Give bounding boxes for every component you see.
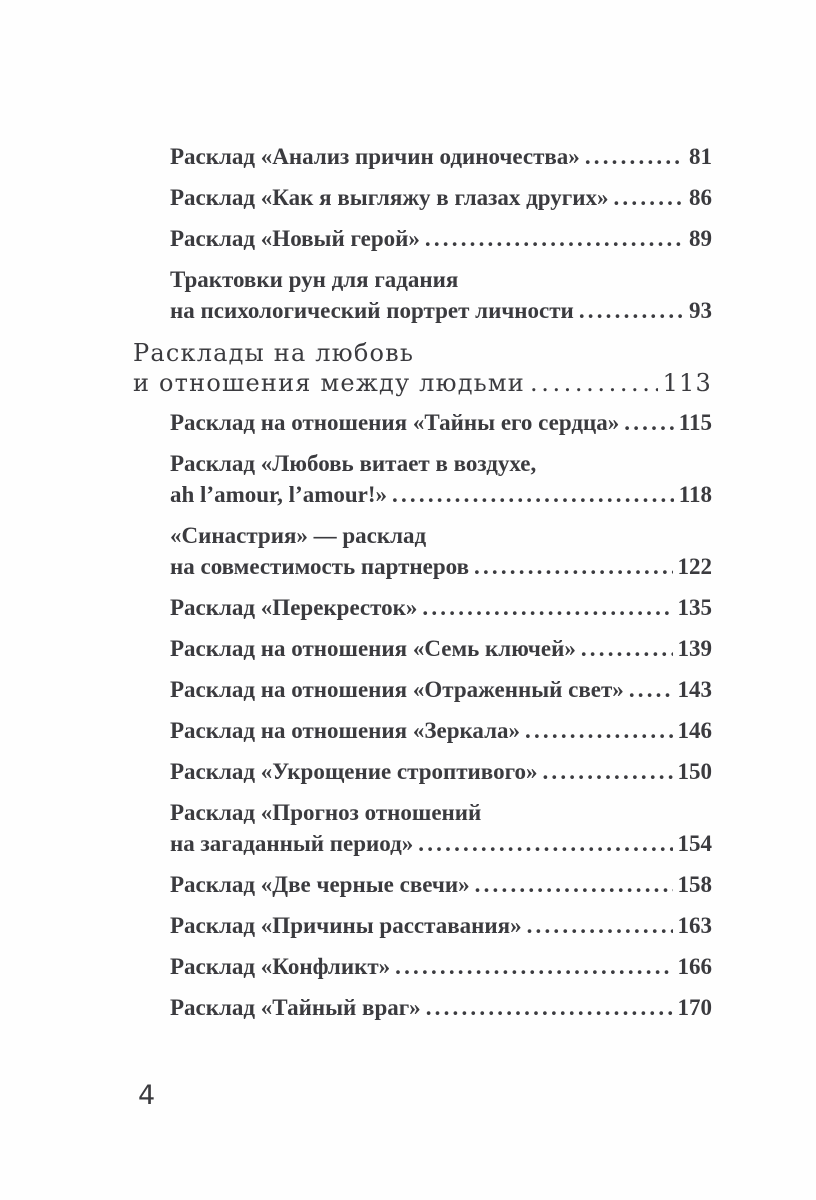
toc-entry-title: Расклад «Анализ причин одиночества» [170, 144, 580, 169]
dot-leader [418, 828, 672, 859]
toc-line [133, 368, 712, 398]
toc-entry [133, 951, 712, 982]
toc-page-ref: 113 [662, 369, 712, 397]
toc-line [170, 520, 712, 551]
toc-line [170, 592, 712, 623]
toc-line [170, 951, 712, 982]
toc-entry-title: Расклад на отношения «Семь ключей» [170, 636, 576, 661]
toc-entry [133, 715, 712, 746]
toc-page-ref: 154 [677, 831, 712, 856]
toc-entry-title: Расклад «Конфликт» [170, 954, 391, 979]
toc-line [170, 674, 712, 705]
dot-leader [474, 551, 673, 582]
toc-entry [133, 223, 712, 254]
toc-line [170, 479, 712, 510]
toc-entry-title: на загаданный период» [170, 831, 414, 856]
toc-page-ref: 115 [678, 410, 712, 435]
toc-line [133, 338, 712, 368]
toc-page-ref: 118 [678, 482, 712, 507]
toc-line [170, 295, 712, 326]
toc-line [170, 797, 712, 828]
toc-line [170, 756, 712, 787]
toc-line [170, 992, 712, 1023]
toc-entry-title: Расклад «Причины расставания» [170, 913, 522, 938]
toc-entry [133, 141, 712, 172]
toc-page-ref: 122 [677, 554, 712, 579]
toc-entry-title: Расклад на отношения «Зеркала» [170, 718, 521, 743]
toc-entry-title: Расклад «Как я выгляжу в глазах других» [170, 185, 609, 210]
toc-entry-title: Расклад на отношения «Тайны его сердца» [170, 410, 620, 435]
dot-leader [525, 715, 672, 746]
toc-entry-title: Расклад «Новый герой» [170, 226, 420, 251]
toc-line [170, 448, 712, 479]
toc-entry [133, 674, 712, 705]
toc-page-ref: 170 [677, 995, 712, 1020]
toc-page-ref: 146 [677, 718, 712, 743]
toc-line [170, 828, 712, 859]
toc-page-ref: 166 [677, 954, 712, 979]
toc-entry [133, 264, 712, 326]
toc-entry [133, 910, 712, 941]
toc-line [170, 551, 712, 582]
toc-entry [133, 633, 712, 664]
toc-line [170, 715, 712, 746]
toc-line [170, 264, 712, 295]
toc-section-title: Расклады на любовь [133, 339, 415, 367]
toc-page-ref: 150 [677, 759, 712, 784]
toc-entry-title: Расклад «Тайный враг» [170, 995, 421, 1020]
toc-section-title: и отношения между людьми [133, 369, 525, 397]
dot-leader [581, 633, 673, 664]
dot-leader [527, 910, 673, 941]
toc-entry [133, 797, 712, 859]
dot-leader [613, 182, 684, 213]
toc-entry-title: «Синастрия» — расклад [170, 523, 427, 548]
toc-line [170, 141, 712, 172]
toc-entry-title: Трактовки рун для гадания [170, 267, 459, 292]
dot-leader [425, 223, 684, 254]
toc-page-ref: 158 [677, 872, 712, 897]
dot-leader [475, 869, 673, 900]
table-of-contents [133, 141, 712, 1033]
toc-entry [133, 182, 712, 213]
toc-page-ref: 86 [689, 185, 712, 210]
toc-page-ref: 163 [677, 913, 712, 938]
page-number: 4 [138, 1080, 156, 1111]
toc-entry [133, 407, 712, 438]
toc-entry-title: Расклад «Перекресток» [170, 595, 418, 620]
toc-line [170, 182, 712, 213]
dot-leader [629, 674, 673, 705]
toc-line [170, 910, 712, 941]
toc-line [170, 633, 712, 664]
dot-leader [585, 141, 684, 172]
dot-leader [395, 951, 672, 982]
dot-leader [542, 756, 672, 787]
dot-leader [392, 479, 674, 510]
toc-entry [133, 756, 712, 787]
toc-page-ref: 139 [677, 636, 712, 661]
toc-entry-title: ah l’amour, l’amour!» [170, 482, 388, 507]
toc-page-ref: 143 [677, 677, 712, 702]
toc-page-ref: 93 [689, 298, 712, 323]
toc-section-header [133, 338, 712, 398]
toc-entry-title: на психологический портрет личности [170, 298, 574, 323]
toc-line [170, 223, 712, 254]
toc-entry [133, 592, 712, 623]
dot-leader [624, 407, 674, 438]
toc-entry-title: Расклад «Две черные свечи» [170, 872, 470, 897]
toc-line [170, 869, 712, 900]
dot-leader [530, 368, 658, 398]
toc-entry [133, 448, 712, 510]
toc-entry-title: Расклад «Любовь витает в воздухе, [170, 451, 537, 476]
toc-entry [133, 992, 712, 1023]
dot-leader [579, 295, 684, 326]
toc-entry-title: Расклад на отношения «Отраженный свет» [170, 677, 624, 702]
toc-page-ref: 135 [677, 595, 712, 620]
toc-line [170, 407, 712, 438]
toc-page-ref: 81 [689, 144, 712, 169]
toc-entry-title: на совместимость партнеров [170, 554, 469, 579]
toc-page-ref: 89 [689, 226, 712, 251]
dot-leader [426, 992, 673, 1023]
toc-entry [133, 520, 712, 582]
toc-entry [133, 869, 712, 900]
dot-leader [422, 592, 672, 623]
toc-entry-title: Расклад «Прогноз отношений [170, 800, 482, 825]
toc-entry-title: Расклад «Укрощение строптивого» [170, 759, 538, 784]
